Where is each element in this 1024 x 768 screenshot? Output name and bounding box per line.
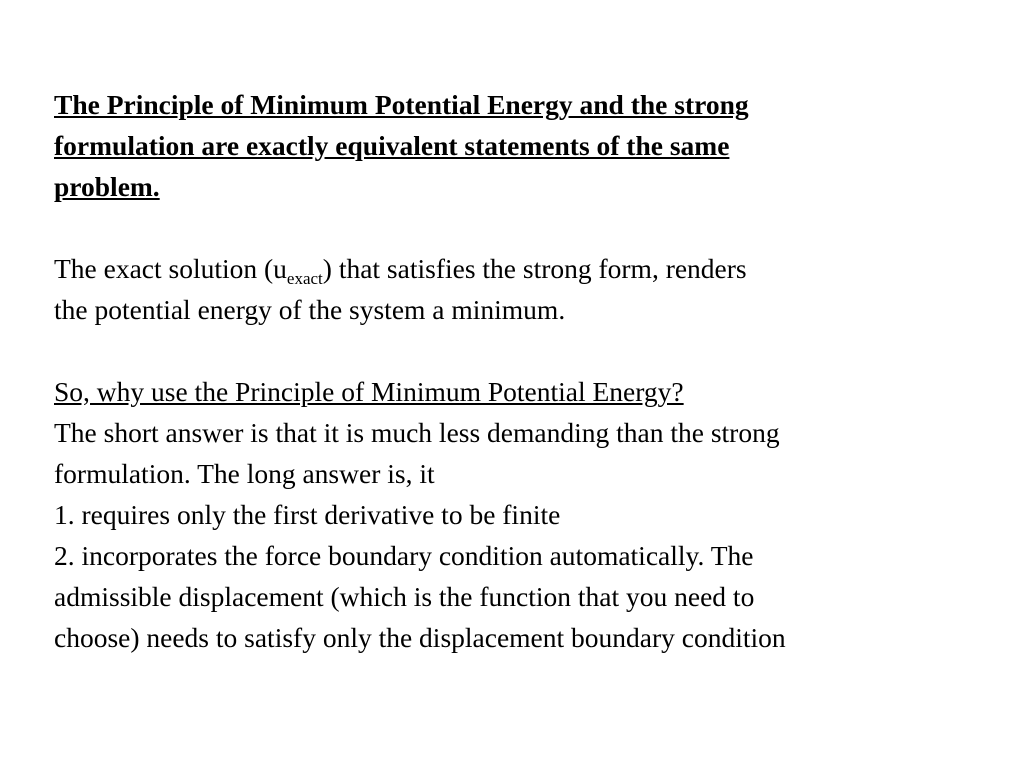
paragraph-line-1: [54, 248, 994, 289]
heading-line-2: formulation are exactly equivalent statements of the same: [54, 130, 730, 161]
answer-line-2: formulation. The long answer is, it: [54, 458, 435, 489]
question-heading: So, why use the Principle of Minimum Potential Energy?: [54, 376, 684, 407]
list-item-2-line-3: choose) needs to satisfy only the displacement boundary condition: [54, 622, 786, 653]
spacer: [54, 207, 994, 248]
answer-line-1: The short answer is that it is much less demanding than the strong: [54, 417, 780, 448]
paragraph-line-2: the potential energy of the system a minimum.: [54, 294, 566, 325]
heading: [54, 84, 994, 207]
list-item-2-line-1: 2. incorporates the force boundary condition automatically. The: [54, 540, 754, 571]
slide-content: [54, 84, 994, 658]
heading-line-3: problem.: [54, 171, 160, 202]
text-after-subscript: ) that satisfies the strong form, renders: [322, 253, 747, 284]
list-item-1: 1. requires only the first derivative to be finite: [54, 499, 561, 530]
text-before-subscript: The exact solution (u: [54, 253, 287, 284]
spacer: [54, 330, 994, 371]
heading-line-1: The Principle of Minimum Potential Energy and the strong: [54, 89, 749, 120]
paragraph-exact-solution: [54, 248, 994, 330]
list-item-2-line-2: admissible displacement (which is the function that you need to: [54, 581, 755, 612]
subscript-exact: exact: [286, 269, 323, 288]
question-section: [54, 371, 994, 658]
